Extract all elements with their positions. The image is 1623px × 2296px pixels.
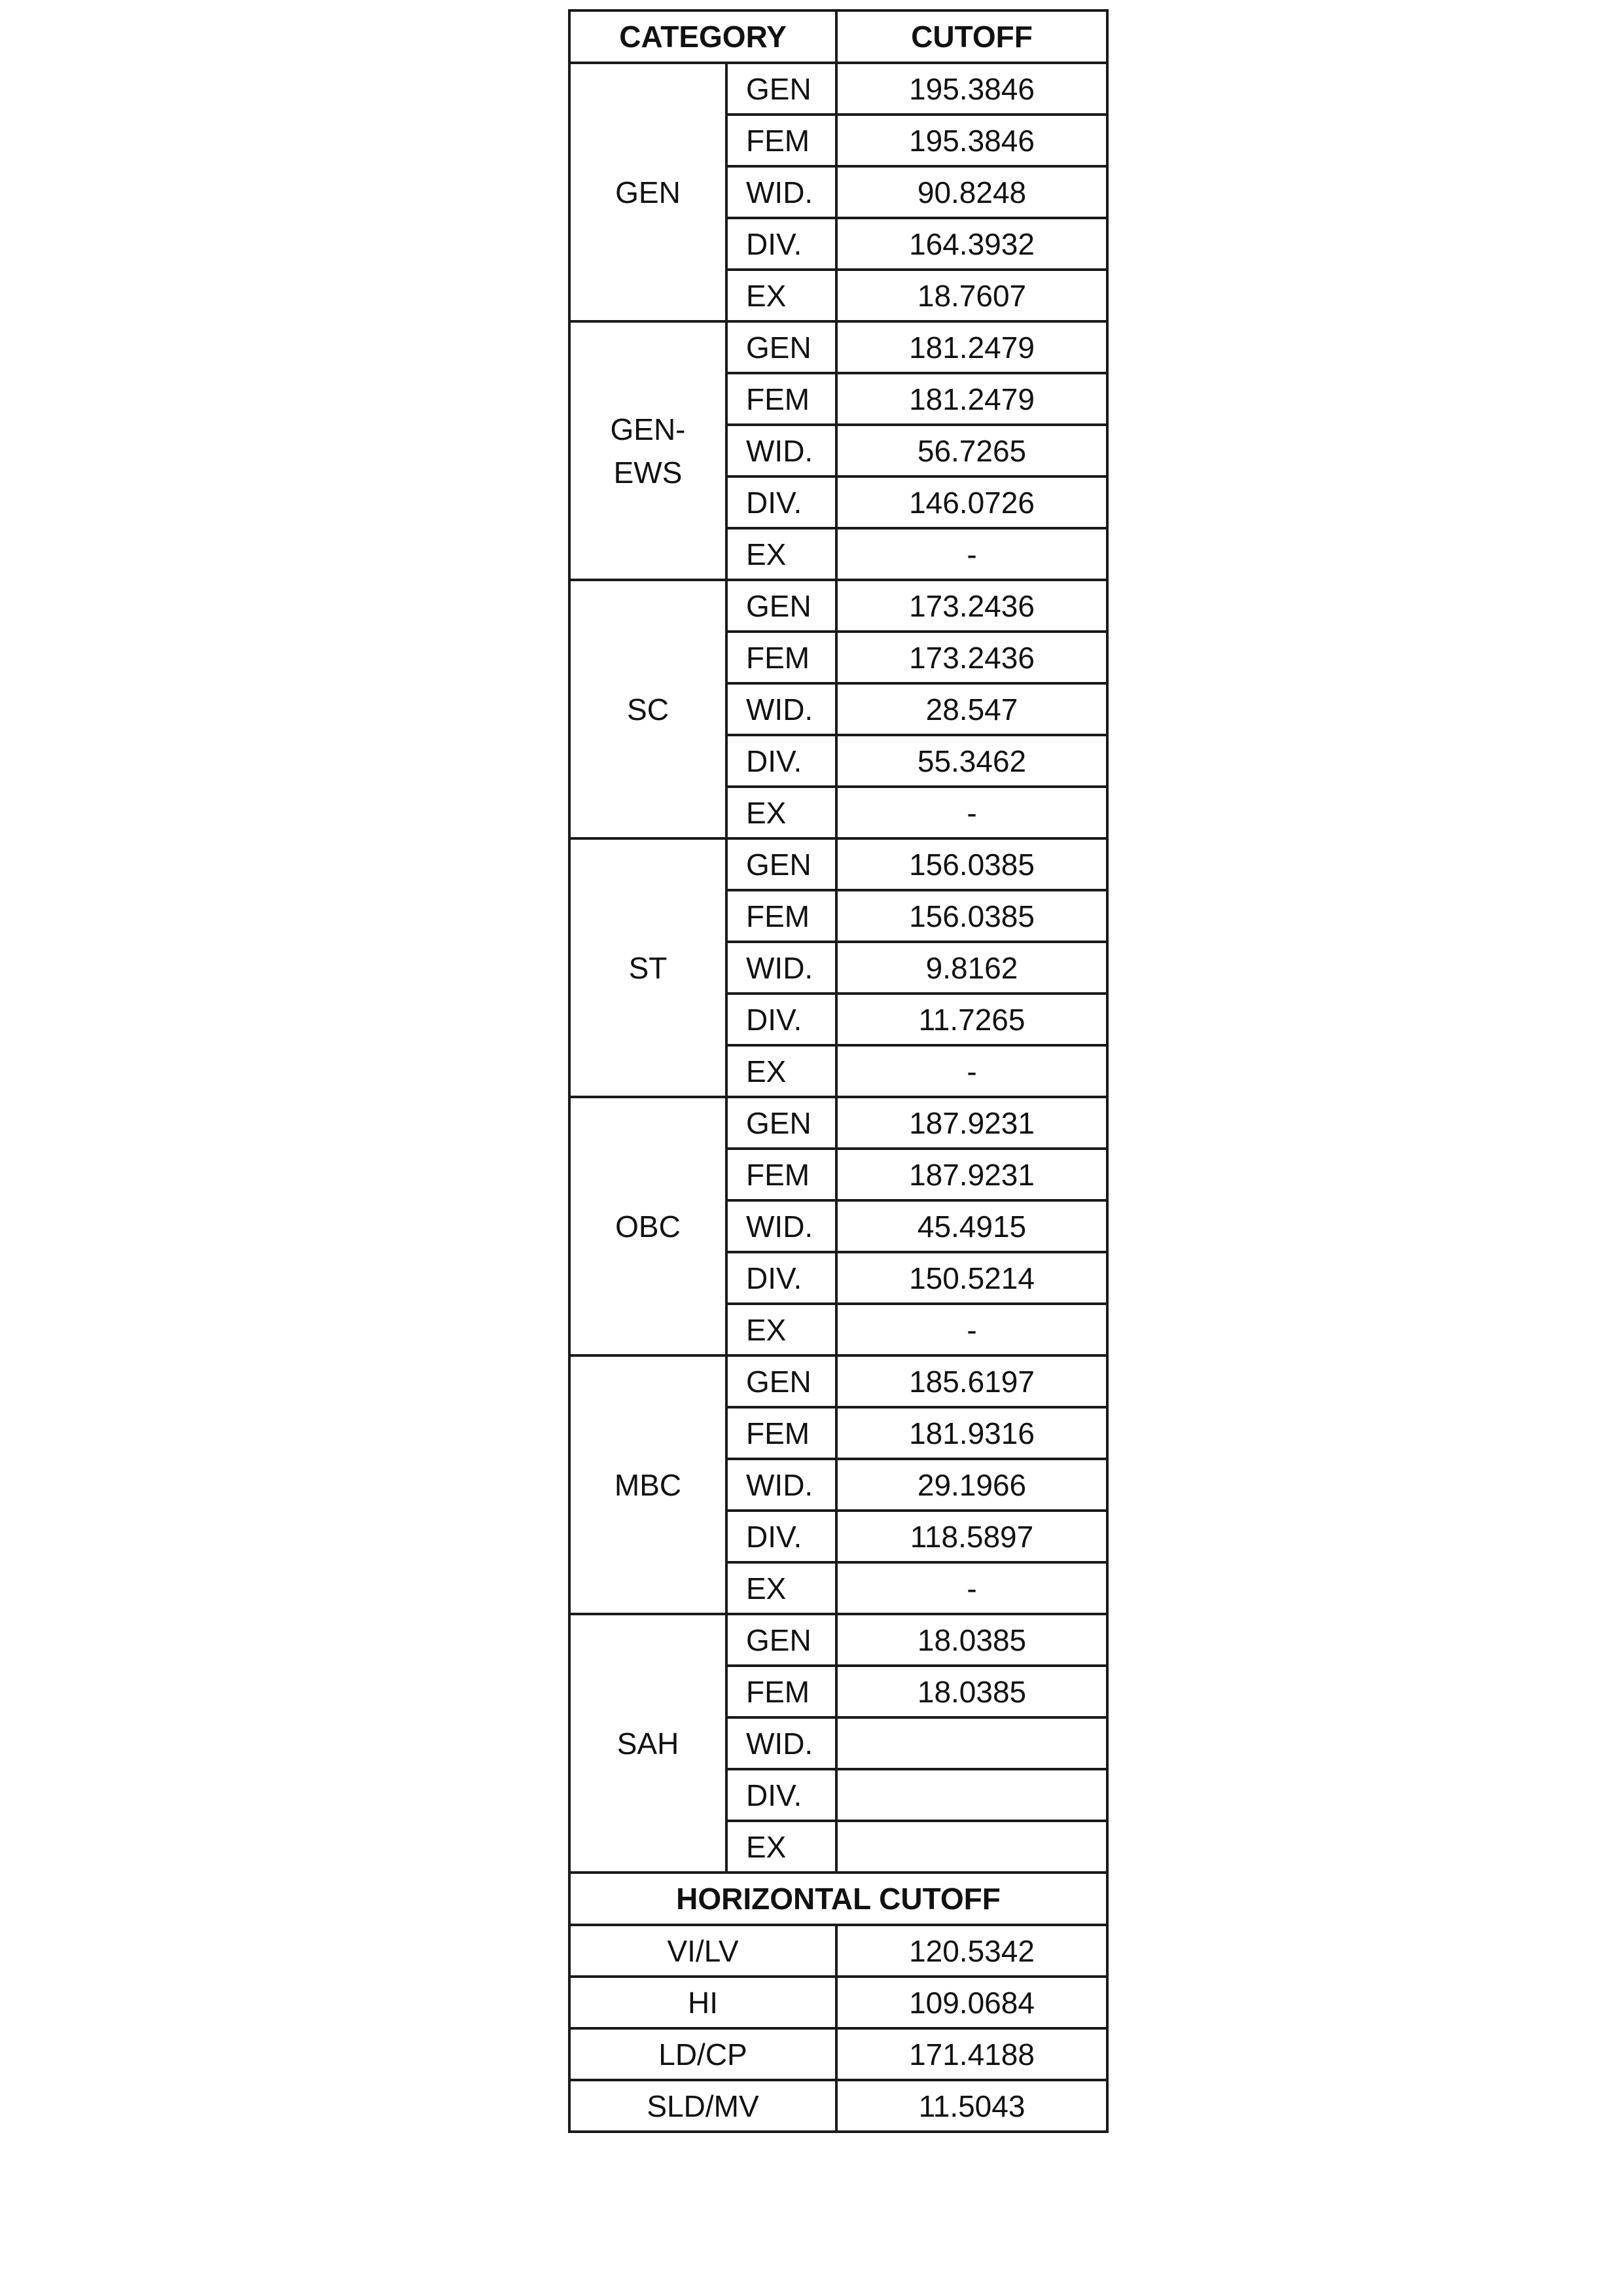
subcategory-cell: WID. bbox=[726, 1717, 836, 1769]
cutoff-value-cell bbox=[836, 1717, 1107, 1769]
horizontal-title-row bbox=[569, 1873, 1107, 1925]
subcategory-cell: GEN bbox=[726, 1355, 836, 1407]
cutoff-value-cell: 18.0385 bbox=[836, 1666, 1107, 1717]
subcategory-cell: GEN bbox=[726, 1097, 836, 1149]
cutoff-value-cell: 146.0726 bbox=[836, 476, 1107, 528]
subcategory-cell: DIV. bbox=[726, 1252, 836, 1304]
category-cell: OBC bbox=[569, 1097, 726, 1355]
subcategory-cell: GEN bbox=[726, 1614, 836, 1666]
category-cell: GEN- EWS bbox=[569, 321, 726, 580]
horizontal-value-cell: 120.5342 bbox=[836, 1925, 1107, 1977]
subcategory-cell: GEN bbox=[726, 838, 836, 890]
horizontal-label-cell: LD/CP bbox=[569, 2028, 836, 2080]
cutoff-value-cell: - bbox=[836, 1562, 1107, 1614]
cutoff-value-cell: 118.5897 bbox=[836, 1511, 1107, 1562]
subcategory-cell: WID. bbox=[726, 942, 836, 994]
subcategory-cell: FEM bbox=[726, 632, 836, 683]
cutoff-value-cell: 195.3846 bbox=[836, 115, 1107, 166]
cutoff-value-cell bbox=[836, 1769, 1107, 1821]
table-row bbox=[569, 321, 1107, 373]
subcategory-cell: FEM bbox=[726, 1407, 836, 1459]
cutoff-value-cell: 11.7265 bbox=[836, 994, 1107, 1045]
subcategory-cell: DIV. bbox=[726, 218, 836, 270]
subcategory-cell: EX bbox=[726, 1304, 836, 1355]
category-cell: MBC bbox=[569, 1355, 726, 1614]
subcategory-cell: EX bbox=[726, 787, 836, 838]
cutoff-value-cell: 156.0385 bbox=[836, 838, 1107, 890]
cutoff-value-cell: 150.5214 bbox=[836, 1252, 1107, 1304]
cutoff-value-cell: 55.3462 bbox=[836, 735, 1107, 787]
subcategory-cell: WID. bbox=[726, 1200, 836, 1252]
horizontal-value-cell: 171.4188 bbox=[836, 2028, 1107, 2080]
subcategory-cell: GEN bbox=[726, 321, 836, 373]
cutoff-value-cell: 173.2436 bbox=[836, 580, 1107, 632]
subcategory-cell: WID. bbox=[726, 1459, 836, 1511]
subcategory-cell: FEM bbox=[726, 373, 836, 425]
subcategory-cell: FEM bbox=[726, 1666, 836, 1717]
horizontal-value-cell: 11.5043 bbox=[836, 2080, 1107, 2132]
horizontal-row bbox=[569, 2028, 1107, 2080]
subcategory-cell: DIV. bbox=[726, 735, 836, 787]
subcategory-cell: EX bbox=[726, 1045, 836, 1097]
subcategory-cell: EX bbox=[726, 270, 836, 321]
cutoff-value-cell: 9.8162 bbox=[836, 942, 1107, 994]
table-row bbox=[569, 1614, 1107, 1666]
cutoff-value-cell: 28.547 bbox=[836, 683, 1107, 735]
cutoff-value-cell: 181.2479 bbox=[836, 321, 1107, 373]
cutoff-value-cell: 156.0385 bbox=[836, 890, 1107, 942]
subcategory-cell: GEN bbox=[726, 580, 836, 632]
horizontal-cutoff-title: HORIZONTAL CUTOFF bbox=[569, 1873, 1107, 1925]
cutoff-value-cell: 195.3846 bbox=[836, 63, 1107, 115]
subcategory-cell: EX bbox=[726, 1562, 836, 1614]
table-row bbox=[569, 580, 1107, 632]
cutoff-value-cell: - bbox=[836, 1045, 1107, 1097]
cutoff-value-cell: 187.9231 bbox=[836, 1149, 1107, 1200]
cutoff-value-cell: 181.2479 bbox=[836, 373, 1107, 425]
horizontal-row bbox=[569, 2080, 1107, 2132]
cutoff-value-cell: 173.2436 bbox=[836, 632, 1107, 683]
cutoff-value-cell: 18.0385 bbox=[836, 1614, 1107, 1666]
subcategory-cell: EX bbox=[726, 528, 836, 580]
subcategory-cell: WID. bbox=[726, 425, 836, 476]
table-row bbox=[569, 1097, 1107, 1149]
cutoff-value-cell: 18.7607 bbox=[836, 270, 1107, 321]
category-cell: SC bbox=[569, 580, 726, 838]
cutoff-value-cell: - bbox=[836, 528, 1107, 580]
horizontal-label-cell: HI bbox=[569, 1977, 836, 2028]
table-row bbox=[569, 63, 1107, 115]
cutoff-value-cell: 181.9316 bbox=[836, 1407, 1107, 1459]
subcategory-cell: DIV. bbox=[726, 476, 836, 528]
horizontal-row bbox=[569, 1977, 1107, 2028]
cutoff-value-cell: 187.9231 bbox=[836, 1097, 1107, 1149]
subcategory-cell: WID. bbox=[726, 683, 836, 735]
cutoff-value-cell: 90.8248 bbox=[836, 166, 1107, 218]
cutoff-value-cell: 29.1966 bbox=[836, 1459, 1107, 1511]
header-row bbox=[569, 10, 1107, 63]
cutoff-value-cell: 45.4915 bbox=[836, 1200, 1107, 1252]
category-cell: ST bbox=[569, 838, 726, 1097]
subcategory-cell: DIV. bbox=[726, 1511, 836, 1562]
cutoff-value-cell: 185.6197 bbox=[836, 1355, 1107, 1407]
table-row bbox=[569, 1355, 1107, 1407]
cutoff-table bbox=[568, 9, 1109, 2133]
subcategory-cell: DIV. bbox=[726, 994, 836, 1045]
cutoff-value-cell: 164.3932 bbox=[836, 218, 1107, 270]
subcategory-cell: EX bbox=[726, 1821, 836, 1873]
subcategory-cell: FEM bbox=[726, 115, 836, 166]
cutoff-value-cell: 56.7265 bbox=[836, 425, 1107, 476]
cutoff-value-cell: - bbox=[836, 787, 1107, 838]
category-cell: GEN bbox=[569, 63, 726, 321]
cutoff-value-cell: - bbox=[836, 1304, 1107, 1355]
horizontal-label-cell: VI/LV bbox=[569, 1925, 836, 1977]
subcategory-cell: FEM bbox=[726, 1149, 836, 1200]
cutoff-value-cell bbox=[836, 1821, 1107, 1873]
table-body bbox=[569, 63, 1107, 2132]
horizontal-label-cell: SLD/MV bbox=[569, 2080, 836, 2132]
table-row bbox=[569, 838, 1107, 890]
category-cell: SAH bbox=[569, 1614, 726, 1873]
horizontal-value-cell: 109.0684 bbox=[836, 1977, 1107, 2028]
category-header: CATEGORY bbox=[569, 10, 836, 63]
subcategory-cell: WID. bbox=[726, 166, 836, 218]
subcategory-cell: DIV. bbox=[726, 1769, 836, 1821]
subcategory-cell: GEN bbox=[726, 63, 836, 115]
cutoff-header: CUTOFF bbox=[836, 10, 1107, 63]
subcategory-cell: FEM bbox=[726, 890, 836, 942]
horizontal-row bbox=[569, 1925, 1107, 1977]
